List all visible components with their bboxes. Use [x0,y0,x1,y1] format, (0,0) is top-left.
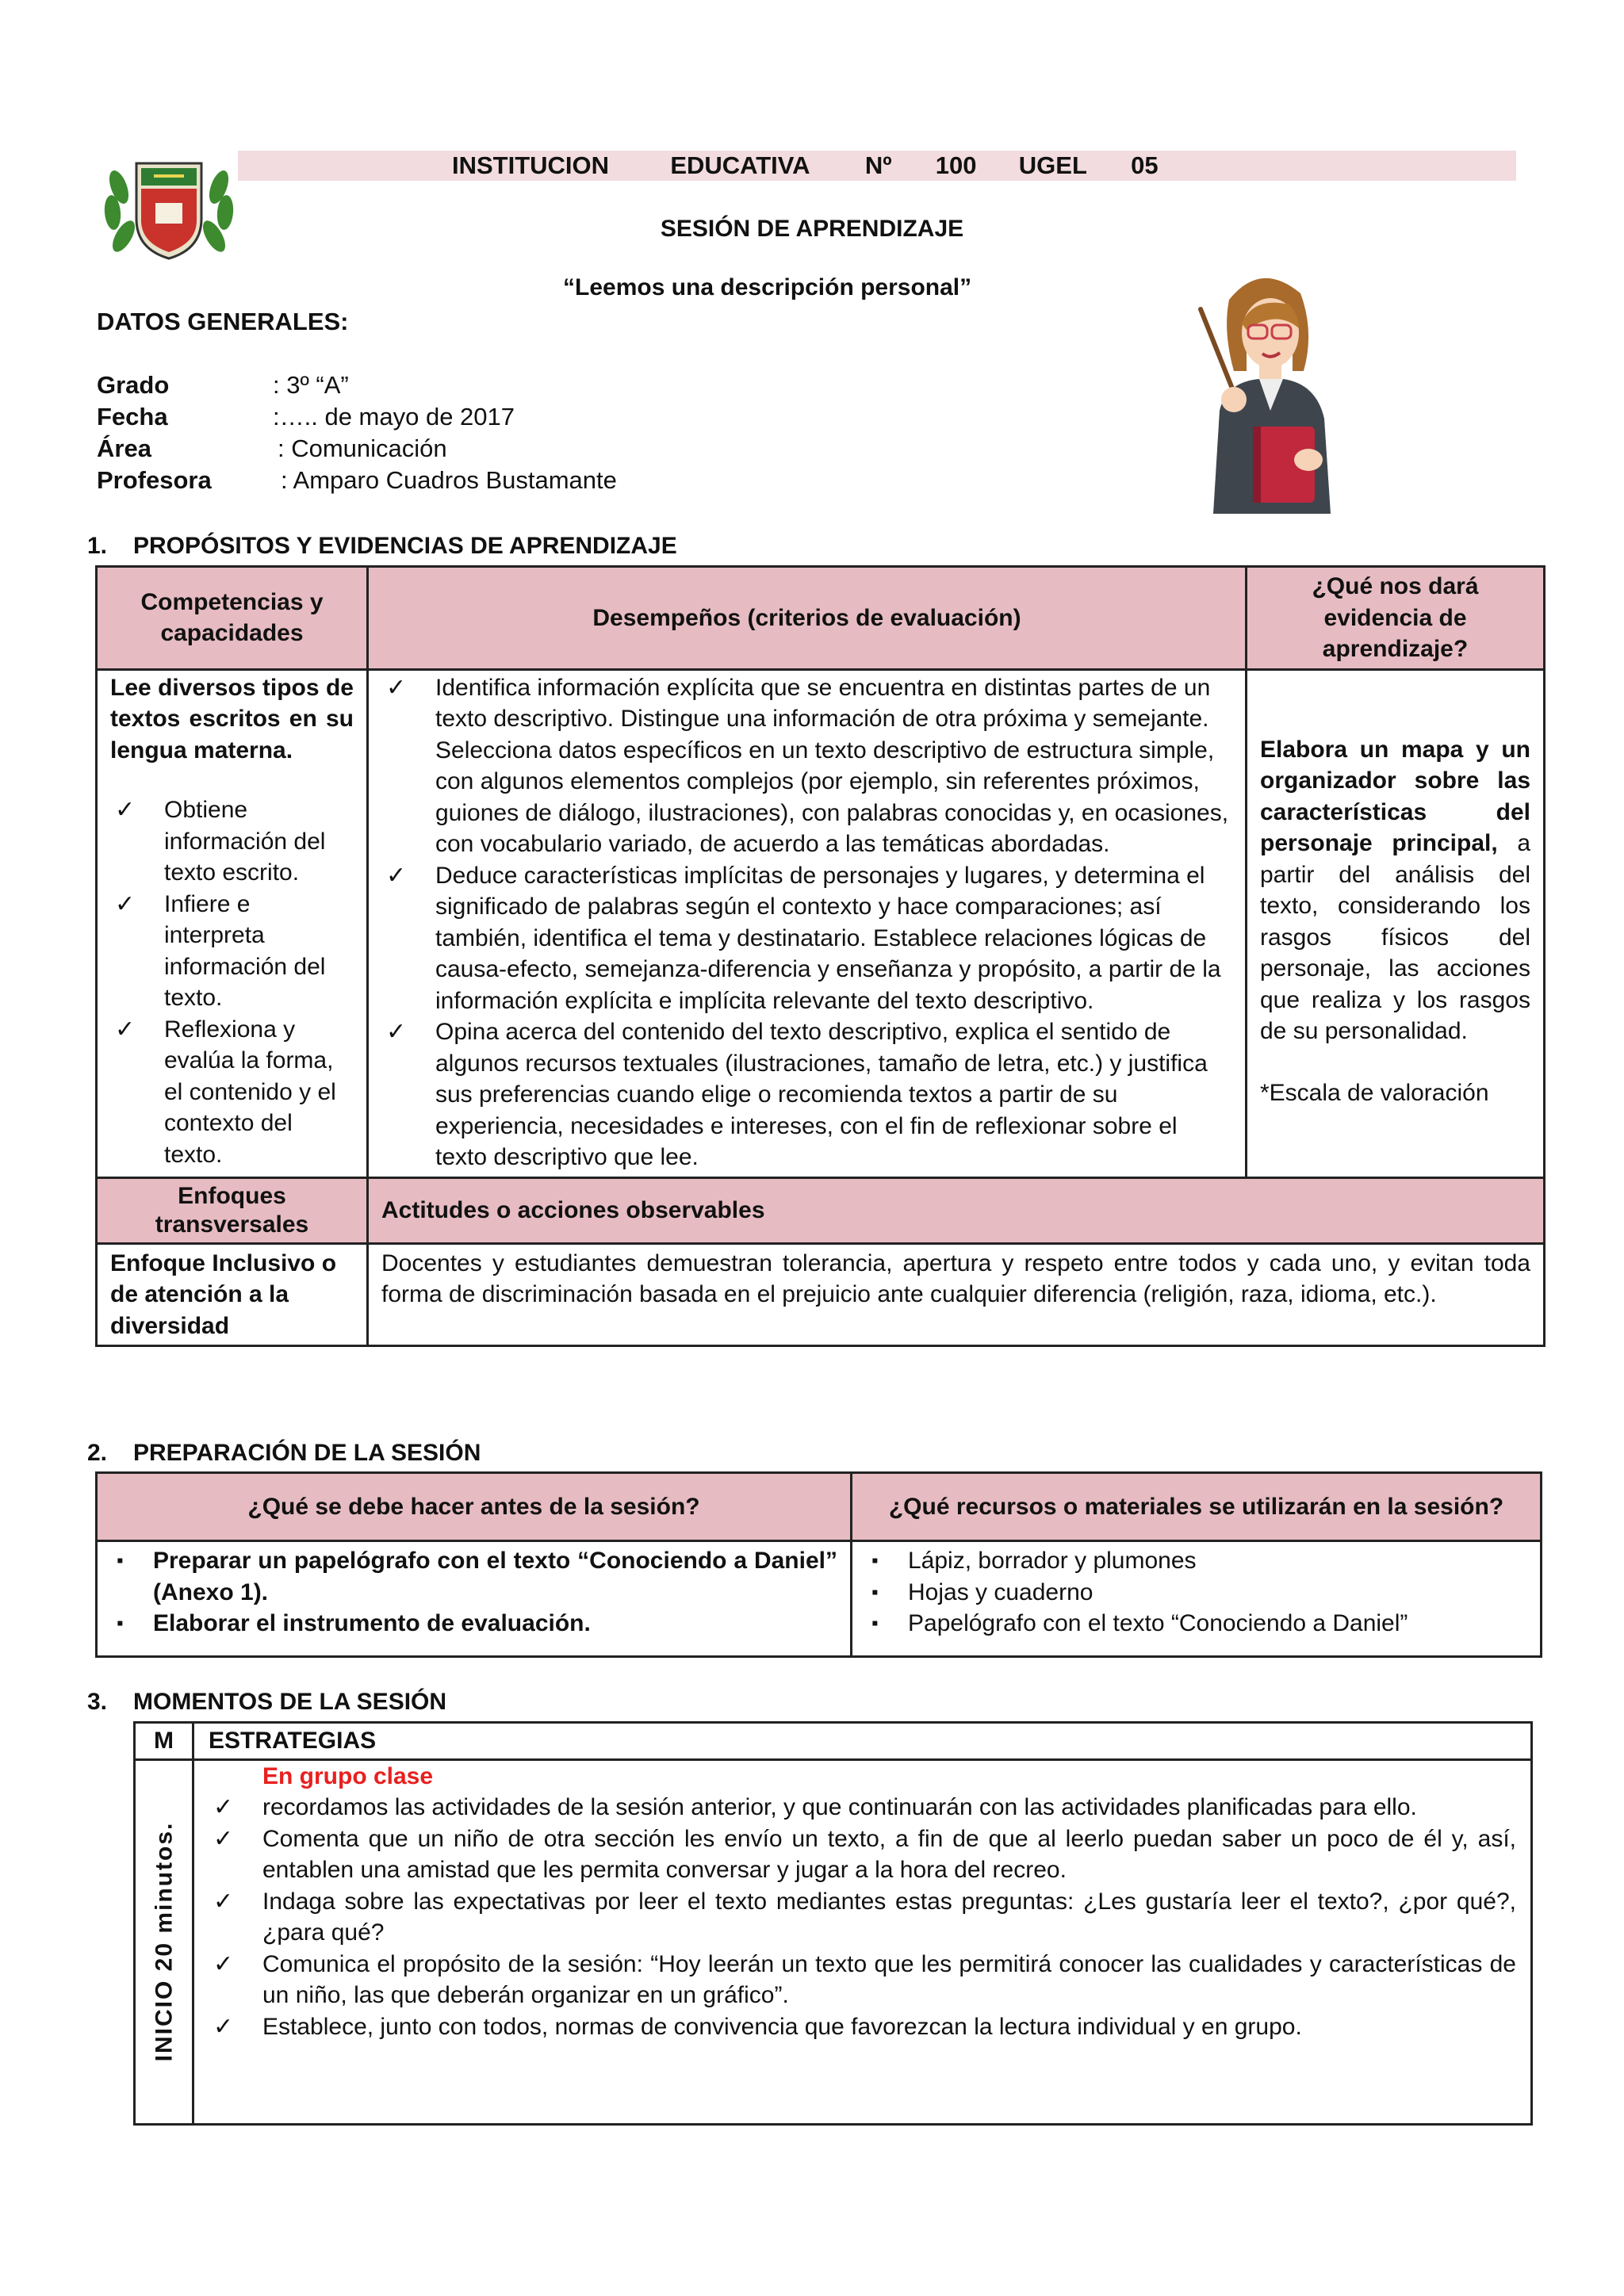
before-session-item: ▪ Elaborar el instrumento de evaluación. [110,1608,837,1640]
moment-label-cell [135,1759,193,2124]
evidence-description: a partir del análisis del texto, considerando los rasgos físicos del personaje, las acciones que realiza y los rasgos de su personalidad. [1260,830,1530,1044]
purposes-table [95,565,1545,1347]
institution-word: UGEL [1018,151,1087,179]
square-bullet-icon: ▪ [871,1550,879,1571]
check-icon: ✓ [386,862,407,889]
resource-item: ▪ Hojas y cuaderno [865,1577,1527,1609]
strategy-step: ✓ Establece, junto con todos, normas de convivencia que favorezcan la lectura individual y en grupo. [209,2011,1516,2043]
section-2-title [87,1440,481,1467]
capacity-item: ✓ Obtiene información del texto escrito. [110,794,354,889]
institution-word: 05 [1131,151,1159,179]
performance-item: ✓ Opina acerca del contenido del texto descriptivo, explica el sentido de algunos recursos textuales (ilustraciones, tamaño de letra, etc.) y justifica sus preferencias cuando elige o recomienda textos a partir de su experiencia, necesidades e intereses, con el fin de reflexionar sobre el texto descriptivo que lee. [381,1016,1232,1173]
area-value: : Comunicación [278,434,447,462]
preparation-table [95,1471,1542,1658]
evidence-product: Elabora un mapa y un organizador sobre las características del personaje principal, [1260,736,1530,856]
date-label: Fecha [97,403,168,430]
strategies-cell [193,1759,1532,2124]
section-heading: PREPARACIÓN DE LA SESIÓN [133,1440,481,1466]
square-bullet-icon: ▪ [871,1613,879,1634]
teacher-value: : Amparo Cuadros Bustamante [281,466,617,494]
check-icon: ✓ [115,797,136,823]
performances-header: Desempeños (criterios de evaluación) [368,567,1247,670]
performances-cell [368,669,1247,1177]
resource-item: ▪ Lápiz, borrador y plumones [865,1545,1527,1577]
session-title: “Leemos una descripción personal” [563,274,972,300]
preparation-header-row [97,1473,1542,1541]
attitudes-header: Actitudes o acciones observables [368,1177,1545,1243]
performance-item: ✓ Deduce características implícitas de personajes y lugares, y determina el significado de palabras según el contexto y hace comparaciones; así también, identifica el tema y destinatario. Establece relaciones lógicas de causa-efecto, semejanza-diferencia y enseñanza y propósito, a partir de la información explícita e implícita relevante del texto descriptivo. [381,860,1232,1017]
purposes-content-row [97,669,1545,1177]
group-label: En grupo clase [262,1762,434,1789]
capacity-item: ✓ Reflexiona y evalúa la forma, el contenido y el contexto del texto. [110,1014,354,1171]
strategy-step: ✓ Comenta que un niño de otra sección les envío un texto, a fin de que al leerlo puedan saber un poco de él y, así, entablen una amistad que les permita conversar y jugar a la hora del recreo. [209,1823,1516,1886]
square-bullet-icon: ▪ [871,1581,879,1603]
strategy-step: ✓ recordamos las actividades de la sesión anterior, y que continuarán con las actividades planificadas para ello. [209,1792,1516,1823]
purposes-header-row [97,567,1545,670]
strategy-step: ✓ Comunica el propósito de la sesión: “Hoy leerán un texto que les permitirá conocer las cualidades y características de un niño, las que deberán organizar en un gráfico”. [209,1949,1516,2011]
competencies-cell [97,669,368,1177]
institution-word: Nº [864,151,892,179]
approach-row [97,1243,1545,1346]
check-icon: ✓ [213,1794,234,1820]
approaches-header: Enfoques transversales [97,1177,368,1243]
competencies-header: Competencias y capacidades [97,567,368,670]
teacher-label: Profesora [97,466,212,494]
strategies-column-header: ESTRATEGIAS [193,1723,1532,1760]
moment-label: INICIO 20 minutos. [150,1821,177,2062]
general-data-heading: DATOS GENERALES: [97,308,349,335]
institution-title [452,151,1159,181]
moments-header-row [135,1723,1532,1760]
approach-attitudes: Docentes y estudiantes demuestran tolerancia, apertura y respeto entre todos y cada uno, y evitan toda forma de discriminación basada en el prejuicio ante cualquier diferencia (religión, raza, idioma, etc.). [368,1243,1545,1346]
section-number: 3. [87,1689,108,1715]
grade-label: Grado [97,371,170,399]
section-number: 1. [87,533,108,559]
moment-start-row [135,1759,1532,2124]
check-icon: ✓ [213,1825,234,1852]
resources-cell [852,1541,1542,1657]
before-session-header: ¿Qué se debe hacer antes de la sesión? [97,1473,852,1541]
square-bullet-icon: ▪ [117,1550,124,1571]
check-icon: ✓ [115,890,136,917]
moments-table [133,1721,1533,2126]
check-icon: ✓ [213,2013,234,2040]
area-label: Área [97,434,151,462]
moment-column-header: M [135,1723,193,1760]
section-heading: MOMENTOS DE LA SESIÓN [133,1689,447,1715]
before-session-cell [97,1541,852,1657]
evaluation-tool: *Escala de valoración [1260,1079,1489,1106]
resource-item: ▪ Papelógrafo con el texto “Conociendo a Daniel” [865,1608,1527,1640]
institution-word: EDUCATIVA [670,151,810,179]
teacher-illustration [1174,252,1356,518]
check-icon: ✓ [213,1950,234,1977]
section-heading: PROPÓSITOS Y EVIDENCIAS DE APRENDIZAJE [133,533,677,559]
school-crest-logo [95,147,243,266]
before-session-item: ▪ Preparar un papelógrafo con el texto “Conociendo a Daniel” (Anexo 1). [110,1545,837,1608]
section-number: 2. [87,1440,108,1466]
section-1-title [87,533,677,560]
institution-word: INSTITUCION [452,151,610,179]
check-icon: ✓ [386,1019,407,1045]
check-icon: ✓ [115,1016,136,1043]
preparation-content-row [97,1541,1542,1657]
square-bullet-icon: ▪ [117,1613,124,1634]
institution-word: 100 [935,151,977,179]
evidence-header: ¿Qué nos dará evidencia de aprendizaje? [1247,567,1545,670]
strategy-step: ✓ Indaga sobre las expectativas por leer el texto mediantes estas preguntas: ¿Les gustaría leer el texto?, ¿por qué?, ¿para qué? [209,1886,1516,1949]
evidence-cell [1247,669,1545,1177]
competency-text: Lee diversos tipos de textos escritos en su lengua materna. [110,674,354,763]
approach-name: Enfoque Inclusivo o de atención a la diversidad [97,1243,368,1346]
grade-value: : 3º “A” [273,371,349,399]
approaches-header-row [97,1177,1545,1243]
check-icon: ✓ [386,674,407,701]
capacity-item: ✓ Infiere e interpreta información del texto. [110,889,354,1014]
performance-item: ✓ Identifica información explícita que se encuentra en distintas partes de un texto descriptivo. Distingue una información de otra próxima y semejante. Selecciona datos específicos en un texto descriptivo de estructura simple, con algunos elementos complejos (por ejemplo, sin referentes próximos, guiones de diálogo, ilustraciones), con palabras conocidas y, en ocasiones, con vocabulario variado, de acuerdo a las temáticas abordadas. [381,672,1232,860]
check-icon: ✓ [213,1888,234,1915]
section-3-title [87,1689,446,1716]
session-type: SESIÓN DE APRENDIZAJE [660,216,964,242]
resources-header: ¿Qué recursos o materiales se utilizarán en la sesión? [852,1473,1542,1541]
date-value: :….. de mayo de 2017 [273,403,515,430]
